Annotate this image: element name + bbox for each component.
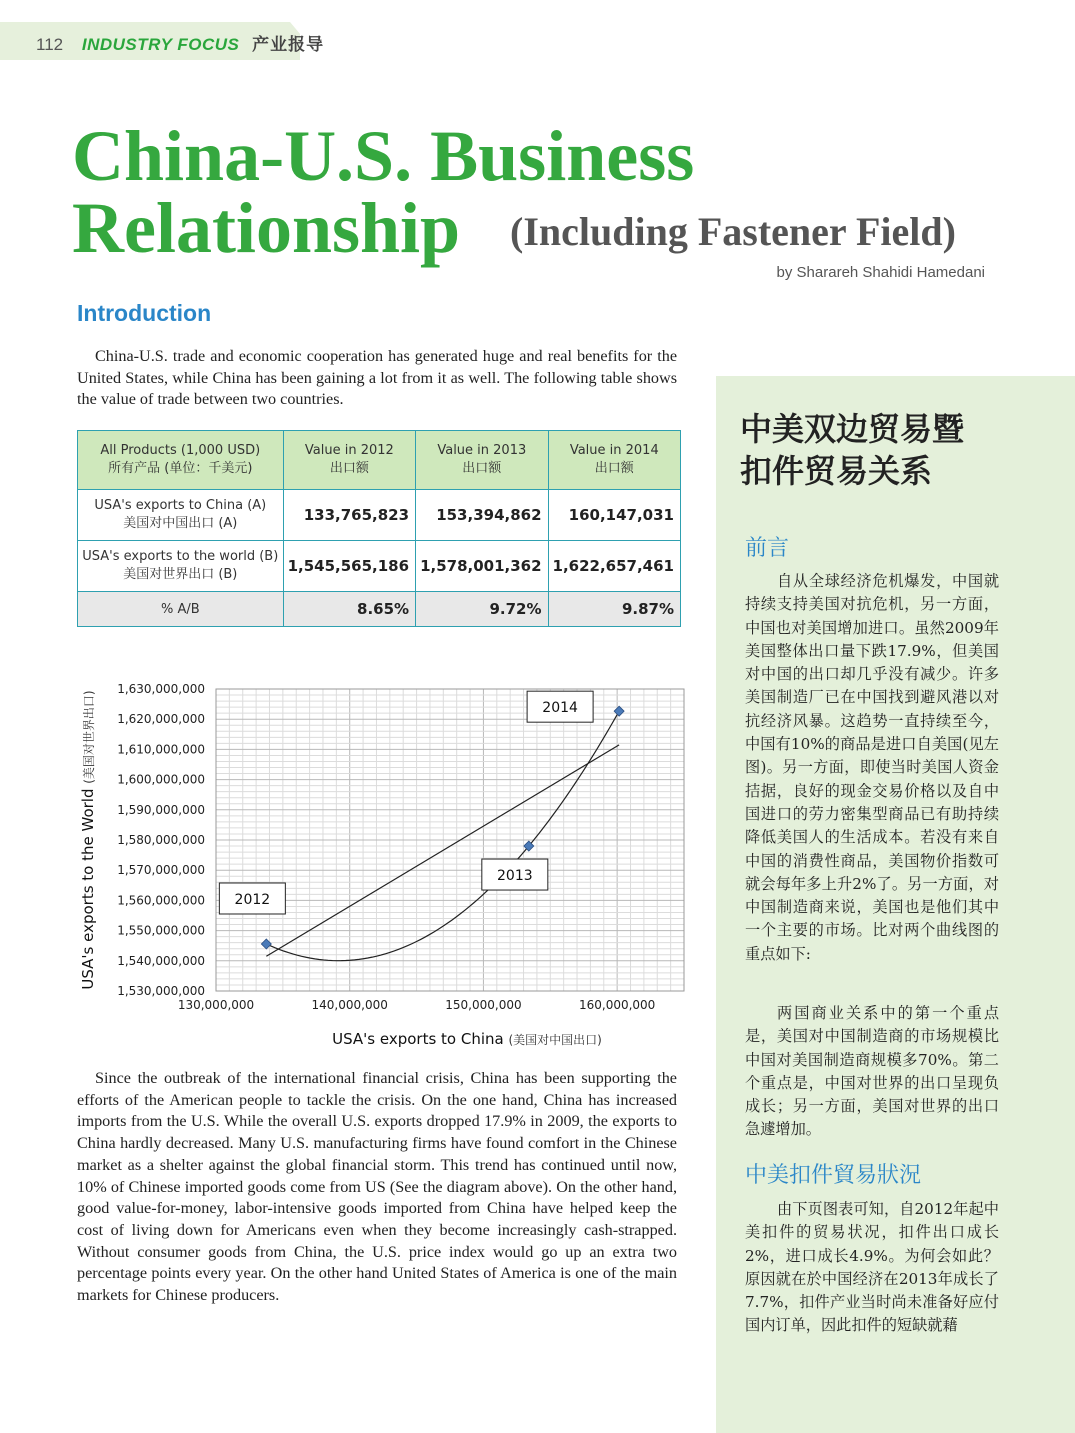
article-subtitle: (Including Fastener Field) bbox=[510, 209, 956, 254]
header-cell-2014: Value in 2014 出口额 bbox=[548, 431, 680, 490]
sidebar-paragraph: 由下页图表可知，自2012年起中美扣件的贸易状况，扣件出口成长2%，进口成长4.9%。为何会如此？原因就在於中国经济在2013年成长了7.7%，扣件产业当时尚未准备好应付国内订单，因此扣件的短缺就藉 bbox=[745, 1200, 999, 1335]
x-tick-label: 140,000,000 bbox=[311, 998, 388, 1012]
polynomial-trendline bbox=[266, 711, 619, 961]
x-axis-label: USA's exports to China (美国对中国出口) bbox=[332, 1030, 602, 1048]
y-tick-label: 1,530,000,000 bbox=[117, 984, 205, 998]
x-tick-label: 130,000,000 bbox=[177, 998, 255, 1012]
page-number: 112 bbox=[36, 35, 64, 54]
byline: by Sharareh Shahidi Hamedani bbox=[776, 264, 985, 281]
sidebar-heading-foreword: 前言 bbox=[745, 536, 790, 561]
section-label-zh: 产业报导 bbox=[252, 35, 325, 54]
running-header bbox=[36, 30, 324, 55]
header-cell-2012: Value in 2012 出口额 bbox=[283, 431, 415, 490]
y-tick-label: 1,560,000,000 bbox=[117, 893, 205, 908]
chart-svg bbox=[74, 672, 689, 1052]
data-point-marker bbox=[614, 706, 624, 716]
y-tick-label: 1,590,000,000 bbox=[117, 802, 205, 817]
table-cell: 8.65% bbox=[283, 592, 415, 627]
sidebar-paragraph: 自从全球经济危机爆发，中国就持续支持美国对抗危机，另一方面，中国也对美国增加进口。虽然2009年美国整体出口量下跌17.9%，但美国对中国的出口却几乎没有减少。许多美国制造厂已在中国找到避风港以对抗经济风暴。这趋势一直持续至今，中国有10%的商品是进口自美国(见左图)。另一方面，即使当时美国人资金拮据，良好的现金交易价格以及自中国进口的劳力密集型商品已有助持续降低美国人的生活成本。若没有来自中国的消费性商品，美国物价指数可就会每年多上升2%了。另一方面，对中国制造商来说，美国也是他们其中一个主要的市场。比对两个曲线图的重点如下: bbox=[745, 572, 999, 963]
y-axis-label: USA's exports to the World (美国对世界出口) bbox=[79, 690, 97, 990]
intro-paragraph: China-U.S. trade and economic cooperation has generated huge and real benefits for the United States, while China has been gaining a lot from it as well. The following table shows the value of trade between two countries. bbox=[77, 347, 677, 409]
intro-heading: Introduction bbox=[77, 300, 212, 326]
x-tick-label: 150,000,000 bbox=[445, 998, 522, 1012]
y-tick-label: 1,630,000,000 bbox=[117, 682, 205, 696]
section-label-en: INDUSTRY FOCUS bbox=[81, 35, 240, 54]
y-tick-label: 1,620,000,000 bbox=[117, 712, 205, 727]
data-point-label: 2014 bbox=[542, 700, 578, 717]
table-cell: 9.72% bbox=[416, 592, 548, 627]
article-title-line1: China-U.S. Business bbox=[72, 116, 695, 196]
y-tick-label: 1,580,000,000 bbox=[117, 833, 205, 847]
table-cell: 160,147,031 bbox=[548, 490, 680, 541]
table-row-ratio bbox=[78, 592, 681, 627]
table-cell: 9.87% bbox=[548, 592, 680, 627]
table-row bbox=[78, 541, 681, 592]
table-header-row bbox=[78, 431, 681, 490]
data-point-label: 2012 bbox=[234, 891, 271, 908]
y-tick-label: 1,610,000,000 bbox=[117, 742, 205, 757]
article-title-line2: Relationship bbox=[72, 188, 461, 268]
y-tick-label: 1,540,000,000 bbox=[117, 953, 205, 968]
sidebar-title: 中美双边贸易暨 扣件贸易关系 bbox=[740, 410, 965, 490]
sidebar-heading-fastener: 中美扣件貿易狀況 bbox=[745, 1163, 922, 1188]
table-cell: 153,394,862 bbox=[416, 490, 548, 541]
y-tick-label: 1,600,000,000 bbox=[117, 772, 205, 787]
sidebar-paragraph: 两国商业关系中的第一个重点是，美国对中国制造商的市场规模比中国对美国制造商规模多70%。第二个重点是，中国对世界的出口呈现负成长；另一方面，美国对世界的出口急遽增加。 bbox=[745, 1004, 999, 1139]
row-label: USA's exports to the world (B) 美国对世界出口 (B) bbox=[78, 541, 284, 592]
table-cell: 1,578,001,362 bbox=[416, 541, 548, 592]
trade-scatter-chart bbox=[74, 672, 689, 1057]
y-tick-label: 1,570,000,000 bbox=[117, 863, 205, 878]
table-cell: 133,765,823 bbox=[283, 490, 415, 541]
header-cell-2013: Value in 2013 出口额 bbox=[416, 431, 548, 490]
trade-table bbox=[77, 430, 681, 627]
body-paragraph: Since the outbreak of the international financial crisis, China has been supporting the efforts of the American people to tackle the crisis. On the one hand, China has increased imports from the U.S. While the overall U.S. exports dropped 17.9% in 2009, the exports to China hardly decreased. Many U.S. manufacturing firms have found comfort in the Chinese market as a shelter against the global financial storm. This trend has continued until now, 10% of Chinese imported goods come from US (See the diagram above). On the other hand, good value-for-money, labor-intensive goods imported from China have helped keep the cost of living down for Americans even when they become increasingly cash-strapped. Without consumer goods from China, the U.S. price index would go up an extra two percentage points every year. On the other hand United States of America is one of the main markets for Chinese producers. bbox=[77, 1069, 677, 1305]
table-cell: 1,622,657,461 bbox=[548, 541, 680, 592]
row-label: % A/B bbox=[78, 592, 284, 627]
table-cell: 1,545,565,186 bbox=[283, 541, 415, 592]
y-tick-label: 1,550,000,000 bbox=[117, 923, 205, 938]
row-label: USA's exports to China (A) 美国对中国出口 (A) bbox=[78, 490, 284, 541]
header-cell-products: All Products (1,000 USD) 所有产品 (单位：千美元) bbox=[78, 431, 284, 490]
table-row bbox=[78, 490, 681, 541]
data-point-label: 2013 bbox=[497, 868, 533, 885]
x-tick-label: 160,000,000 bbox=[578, 998, 656, 1012]
